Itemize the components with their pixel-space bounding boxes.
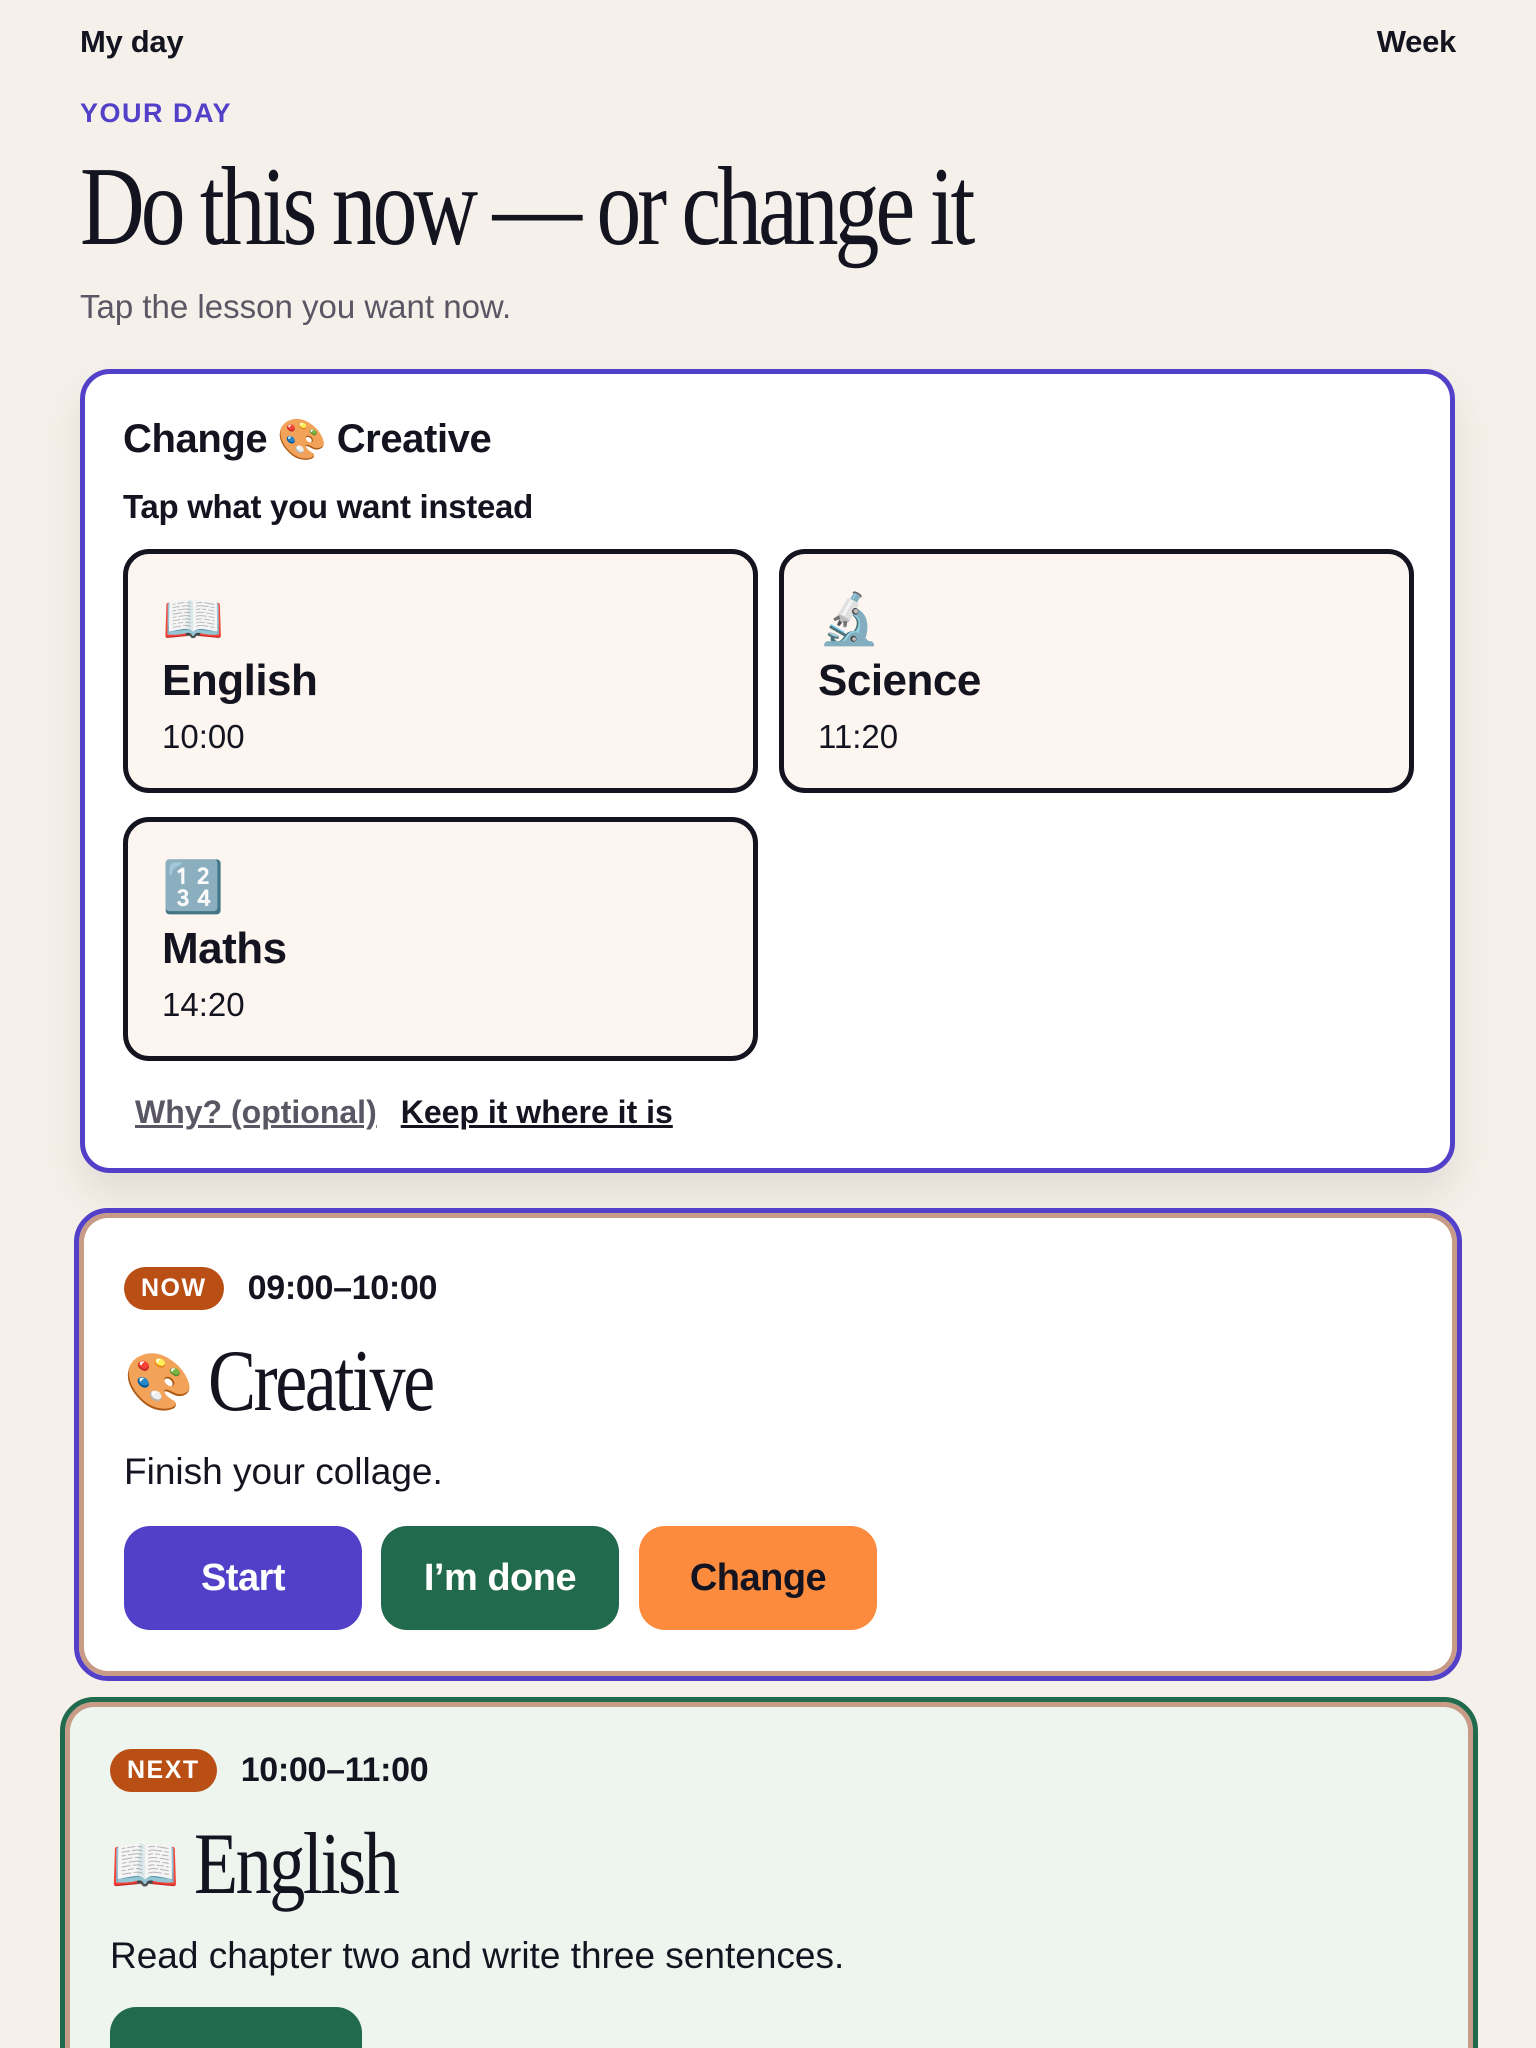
- change-lesson-panel: [80, 369, 1455, 1173]
- change-panel-title: [123, 416, 491, 463]
- option-science[interactable]: [779, 549, 1414, 793]
- option-name: Science: [818, 656, 981, 705]
- lesson-title-text: English: [193, 1816, 398, 1913]
- palette-icon: 🎨: [124, 1349, 194, 1413]
- lesson-title: [110, 1814, 442, 1915]
- option-time: 10:00: [162, 718, 245, 755]
- lesson-description: Read chapter two and write three sentences.: [110, 1935, 845, 1976]
- start-button[interactable]: Start: [124, 1526, 362, 1630]
- why-link[interactable]: Why? (optional): [135, 1094, 377, 1130]
- done-button[interactable]: I’m done: [381, 1526, 619, 1630]
- next-lesson-card: [60, 1697, 1478, 2048]
- change-panel-links: [135, 1094, 673, 1131]
- my-day-tab[interactable]: My day: [80, 24, 184, 59]
- page-title: Do this now — or change it: [80, 145, 972, 269]
- palette-icon: 🎨: [277, 418, 327, 462]
- microscope-icon: 🔬: [818, 591, 881, 647]
- option-name: English: [162, 656, 318, 705]
- option-maths[interactable]: [123, 817, 758, 1061]
- lesson-title-text: Creative: [207, 1333, 433, 1430]
- book-icon: 📖: [110, 1832, 180, 1896]
- change-button[interactable]: Change: [639, 1526, 877, 1630]
- page-subtitle: Tap the lesson you want now.: [80, 288, 512, 325]
- change-panel-subtitle: Tap what you want instead: [123, 488, 533, 525]
- top-bar: [80, 24, 1456, 60]
- next-badge: NEXT: [110, 1749, 217, 1792]
- lesson-time-range: 10:00–11:00: [240, 1751, 429, 1789]
- book-icon: 📖: [162, 591, 225, 647]
- option-time: 11:20: [818, 718, 899, 755]
- now-badge: NOW: [124, 1267, 224, 1310]
- option-time: 14:20: [162, 986, 245, 1023]
- section-eyebrow: YOUR DAY: [80, 98, 233, 128]
- keep-it-link[interactable]: Keep it where it is: [400, 1094, 673, 1130]
- lesson-meta: [110, 1749, 428, 1792]
- lesson-title: [124, 1331, 482, 1432]
- current-lesson-card: [74, 1208, 1462, 1681]
- change-panel-title-prefix: Change: [123, 417, 268, 461]
- lesson-meta: [124, 1267, 437, 1310]
- numbers-icon: 🔢: [162, 859, 225, 915]
- option-english[interactable]: [123, 549, 758, 793]
- lesson-description: Finish your collage.: [124, 1451, 443, 1492]
- change-panel-subject: Creative: [336, 417, 492, 461]
- week-tab[interactable]: Week: [1376, 24, 1456, 59]
- option-name: Maths: [162, 924, 287, 973]
- next-lesson-action-button[interactable]: [110, 2007, 362, 2048]
- lesson-time-range: 09:00–10:00: [247, 1269, 438, 1307]
